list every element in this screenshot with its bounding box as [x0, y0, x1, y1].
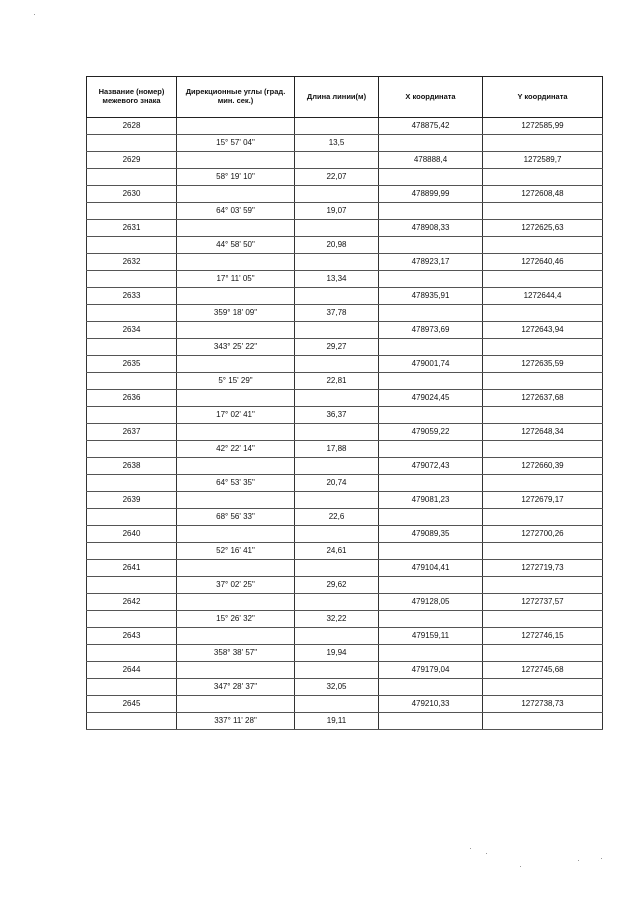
x-coordinate-cell-empty — [379, 509, 483, 526]
point-name-cell: 2637 — [87, 424, 177, 441]
length-cell-empty — [295, 254, 379, 271]
line-length-cell: 22,6 — [295, 509, 379, 526]
x-coordinate-cell: 478973,69 — [379, 322, 483, 339]
table-row — [87, 713, 603, 730]
y-coordinate-cell-empty — [483, 339, 603, 356]
angle-cell-empty — [177, 628, 295, 645]
table-row — [87, 220, 603, 237]
y-coordinate-cell: 1272585,99 — [483, 118, 603, 135]
point-name-cell: 2642 — [87, 594, 177, 611]
x-coordinate-cell-empty — [379, 237, 483, 254]
y-coordinate-cell: 1272643,94 — [483, 322, 603, 339]
table-row — [87, 186, 603, 203]
angle-cell-empty — [177, 560, 295, 577]
table-row — [87, 611, 603, 628]
table-row — [87, 169, 603, 186]
table-row — [87, 645, 603, 662]
angle-cell-empty — [177, 254, 295, 271]
header-direction-angle: Дирекционные углы (град. мин. сек.) — [177, 77, 295, 118]
length-cell-empty — [295, 356, 379, 373]
point-name-cell: 2633 — [87, 288, 177, 305]
y-coordinate-cell: 1272719,73 — [483, 560, 603, 577]
line-length-cell: 37,78 — [295, 305, 379, 322]
point-name-cell: 2630 — [87, 186, 177, 203]
y-coordinate-cell: 1272745,68 — [483, 662, 603, 679]
point-name-cell: 2631 — [87, 220, 177, 237]
table-row — [87, 679, 603, 696]
x-coordinate-cell: 478875,42 — [379, 118, 483, 135]
y-coordinate-cell: 1272637,68 — [483, 390, 603, 407]
x-coordinate-cell-empty — [379, 611, 483, 628]
y-coordinate-cell-empty — [483, 645, 603, 662]
direction-angle-cell: 42° 22' 14" — [177, 441, 295, 458]
table-row — [87, 662, 603, 679]
x-coordinate-cell: 478923,17 — [379, 254, 483, 271]
x-coordinate-cell-empty — [379, 475, 483, 492]
x-coordinate-cell-empty — [379, 645, 483, 662]
point-name-cell-empty — [87, 135, 177, 152]
table-row — [87, 458, 603, 475]
y-coordinate-cell: 1272679,17 — [483, 492, 603, 509]
point-name-cell: 2635 — [87, 356, 177, 373]
y-coordinate-cell: 1272660,39 — [483, 458, 603, 475]
x-coordinate-cell: 479081,23 — [379, 492, 483, 509]
length-cell-empty — [295, 322, 379, 339]
direction-angle-cell: 343° 25' 22" — [177, 339, 295, 356]
x-coordinate-cell: 478935,91 — [379, 288, 483, 305]
direction-angle-cell: 64° 03' 59" — [177, 203, 295, 220]
direction-angle-cell: 17° 11' 05" — [177, 271, 295, 288]
table-row — [87, 118, 603, 135]
length-cell-empty — [295, 628, 379, 645]
point-name-cell-empty — [87, 679, 177, 696]
angle-cell-empty — [177, 696, 295, 713]
y-coordinate-cell-empty — [483, 373, 603, 390]
line-length-cell: 19,11 — [295, 713, 379, 730]
line-length-cell: 20,98 — [295, 237, 379, 254]
line-length-cell: 13,34 — [295, 271, 379, 288]
x-coordinate-cell-empty — [379, 169, 483, 186]
table-row — [87, 577, 603, 594]
x-coordinate-cell-empty — [379, 135, 483, 152]
length-cell-empty — [295, 560, 379, 577]
line-length-cell: 20,74 — [295, 475, 379, 492]
x-coordinate-cell: 479210,33 — [379, 696, 483, 713]
table-row — [87, 135, 603, 152]
table-row — [87, 254, 603, 271]
y-coordinate-cell: 1272746,15 — [483, 628, 603, 645]
x-coordinate-cell: 479104,41 — [379, 560, 483, 577]
y-coordinate-cell-empty — [483, 135, 603, 152]
length-cell-empty — [295, 492, 379, 509]
x-coordinate-cell: 479179,04 — [379, 662, 483, 679]
length-cell-empty — [295, 186, 379, 203]
x-coordinate-cell: 479089,35 — [379, 526, 483, 543]
angle-cell-empty — [177, 662, 295, 679]
y-coordinate-cell-empty — [483, 713, 603, 730]
table-row — [87, 373, 603, 390]
line-length-cell: 17,88 — [295, 441, 379, 458]
angle-cell-empty — [177, 356, 295, 373]
x-coordinate-cell-empty — [379, 713, 483, 730]
x-coordinate-cell-empty — [379, 407, 483, 424]
y-coordinate-cell: 1272640,46 — [483, 254, 603, 271]
length-cell-empty — [295, 118, 379, 135]
y-coordinate-cell-empty — [483, 679, 603, 696]
point-name-cell-empty — [87, 577, 177, 594]
y-coordinate-cell: 1272644,4 — [483, 288, 603, 305]
point-name-cell: 2643 — [87, 628, 177, 645]
direction-angle-cell: 68° 56' 33" — [177, 509, 295, 526]
header-y-coordinate: Y координата — [483, 77, 603, 118]
line-length-cell: 13,5 — [295, 135, 379, 152]
x-coordinate-cell-empty — [379, 679, 483, 696]
angle-cell-empty — [177, 526, 295, 543]
y-coordinate-cell-empty — [483, 271, 603, 288]
header-x-coordinate: X координата — [379, 77, 483, 118]
angle-cell-empty — [177, 220, 295, 237]
length-cell-empty — [295, 696, 379, 713]
table-row — [87, 288, 603, 305]
angle-cell-empty — [177, 458, 295, 475]
y-coordinate-cell-empty — [483, 169, 603, 186]
direction-angle-cell: 15° 57' 04" — [177, 135, 295, 152]
length-cell-empty — [295, 594, 379, 611]
y-coordinate-cell: 1272648,34 — [483, 424, 603, 441]
table-row — [87, 356, 603, 373]
x-coordinate-cell: 479001,74 — [379, 356, 483, 373]
point-name-cell: 2639 — [87, 492, 177, 509]
direction-angle-cell: 58° 19' 10" — [177, 169, 295, 186]
table-row — [87, 526, 603, 543]
line-length-cell: 22,81 — [295, 373, 379, 390]
y-coordinate-cell-empty — [483, 407, 603, 424]
table-row — [87, 594, 603, 611]
table-row — [87, 407, 603, 424]
point-name-cell-empty — [87, 509, 177, 526]
y-coordinate-cell-empty — [483, 611, 603, 628]
line-length-cell: 29,27 — [295, 339, 379, 356]
y-coordinate-cell-empty — [483, 577, 603, 594]
length-cell-empty — [295, 458, 379, 475]
point-name-cell: 2632 — [87, 254, 177, 271]
length-cell-empty — [295, 662, 379, 679]
direction-angle-cell: 359° 18' 09" — [177, 305, 295, 322]
point-name-cell-empty — [87, 645, 177, 662]
direction-angle-cell: 358° 38' 57" — [177, 645, 295, 662]
y-coordinate-cell-empty — [483, 543, 603, 560]
point-name-cell-empty — [87, 237, 177, 254]
table-row — [87, 492, 603, 509]
y-coordinate-cell: 1272738,73 — [483, 696, 603, 713]
x-coordinate-cell: 479072,43 — [379, 458, 483, 475]
table-body — [87, 118, 603, 730]
point-name-cell-empty — [87, 271, 177, 288]
point-name-cell: 2640 — [87, 526, 177, 543]
y-coordinate-cell-empty — [483, 305, 603, 322]
point-name-cell-empty — [87, 169, 177, 186]
point-name-cell: 2634 — [87, 322, 177, 339]
point-name-cell: 2628 — [87, 118, 177, 135]
angle-cell-empty — [177, 322, 295, 339]
header-point-name: Название (номер) межевого знака — [87, 77, 177, 118]
point-name-cell-empty — [87, 713, 177, 730]
table-header-row — [87, 77, 603, 118]
table-row — [87, 475, 603, 492]
line-length-cell: 19,07 — [295, 203, 379, 220]
table-row — [87, 322, 603, 339]
x-coordinate-cell: 479128,05 — [379, 594, 483, 611]
line-length-cell: 32,05 — [295, 679, 379, 696]
length-cell-empty — [295, 152, 379, 169]
point-name-cell: 2641 — [87, 560, 177, 577]
direction-angle-cell: 337° 11' 28" — [177, 713, 295, 730]
direction-angle-cell: 37° 02' 25" — [177, 577, 295, 594]
point-name-cell-empty — [87, 373, 177, 390]
point-name-cell-empty — [87, 441, 177, 458]
header-line-length: Длина линии(м) — [295, 77, 379, 118]
x-coordinate-cell: 479024,45 — [379, 390, 483, 407]
length-cell-empty — [295, 288, 379, 305]
point-name-cell-empty — [87, 475, 177, 492]
x-coordinate-cell: 479159,11 — [379, 628, 483, 645]
table-row — [87, 339, 603, 356]
line-length-cell: 36,37 — [295, 407, 379, 424]
table-row — [87, 390, 603, 407]
point-name-cell: 2638 — [87, 458, 177, 475]
table-row — [87, 152, 603, 169]
table-row — [87, 696, 603, 713]
x-coordinate-cell: 479059,22 — [379, 424, 483, 441]
direction-angle-cell: 5° 15' 29" — [177, 373, 295, 390]
line-length-cell: 19,94 — [295, 645, 379, 662]
x-coordinate-cell: 478888,4 — [379, 152, 483, 169]
line-length-cell: 29,62 — [295, 577, 379, 594]
x-coordinate-cell-empty — [379, 339, 483, 356]
boundary-coordinates-table — [86, 76, 603, 730]
line-length-cell: 32,22 — [295, 611, 379, 628]
y-coordinate-cell-empty — [483, 475, 603, 492]
line-length-cell: 24,61 — [295, 543, 379, 560]
table-row — [87, 441, 603, 458]
y-coordinate-cell: 1272589,7 — [483, 152, 603, 169]
length-cell-empty — [295, 424, 379, 441]
x-coordinate-cell-empty — [379, 577, 483, 594]
y-coordinate-cell-empty — [483, 441, 603, 458]
table-row — [87, 237, 603, 254]
table-row — [87, 203, 603, 220]
table-row — [87, 543, 603, 560]
line-length-cell: 22,07 — [295, 169, 379, 186]
table-row — [87, 305, 603, 322]
direction-angle-cell: 17° 02' 41" — [177, 407, 295, 424]
direction-angle-cell: 15° 26' 32" — [177, 611, 295, 628]
direction-angle-cell: 44° 58' 50" — [177, 237, 295, 254]
point-name-cell-empty — [87, 339, 177, 356]
y-coordinate-cell: 1272635,59 — [483, 356, 603, 373]
x-coordinate-cell-empty — [379, 543, 483, 560]
point-name-cell: 2629 — [87, 152, 177, 169]
table-row — [87, 560, 603, 577]
y-coordinate-cell: 1272737,57 — [483, 594, 603, 611]
table-row — [87, 509, 603, 526]
direction-angle-cell: 347° 28' 37" — [177, 679, 295, 696]
point-name-cell-empty — [87, 611, 177, 628]
point-name-cell: 2644 — [87, 662, 177, 679]
point-name-cell-empty — [87, 203, 177, 220]
point-name-cell: 2645 — [87, 696, 177, 713]
table-row — [87, 424, 603, 441]
length-cell-empty — [295, 526, 379, 543]
angle-cell-empty — [177, 390, 295, 407]
x-coordinate-cell: 478908,33 — [379, 220, 483, 237]
direction-angle-cell: 64° 53' 35" — [177, 475, 295, 492]
direction-angle-cell: 52° 16' 41" — [177, 543, 295, 560]
length-cell-empty — [295, 390, 379, 407]
length-cell-empty — [295, 220, 379, 237]
point-name-cell: 2636 — [87, 390, 177, 407]
angle-cell-empty — [177, 118, 295, 135]
x-coordinate-cell-empty — [379, 441, 483, 458]
x-coordinate-cell-empty — [379, 271, 483, 288]
point-name-cell-empty — [87, 305, 177, 322]
angle-cell-empty — [177, 492, 295, 509]
angle-cell-empty — [177, 152, 295, 169]
x-coordinate-cell: 478899,99 — [379, 186, 483, 203]
y-coordinate-cell: 1272625,63 — [483, 220, 603, 237]
angle-cell-empty — [177, 594, 295, 611]
x-coordinate-cell-empty — [379, 203, 483, 220]
point-name-cell-empty — [87, 543, 177, 560]
y-coordinate-cell: 1272700,26 — [483, 526, 603, 543]
table-row — [87, 628, 603, 645]
table-row — [87, 271, 603, 288]
y-coordinate-cell-empty — [483, 509, 603, 526]
point-name-cell-empty — [87, 407, 177, 424]
angle-cell-empty — [177, 186, 295, 203]
x-coordinate-cell-empty — [379, 373, 483, 390]
y-coordinate-cell-empty — [483, 203, 603, 220]
x-coordinate-cell-empty — [379, 305, 483, 322]
angle-cell-empty — [177, 288, 295, 305]
y-coordinate-cell: 1272608,48 — [483, 186, 603, 203]
angle-cell-empty — [177, 424, 295, 441]
y-coordinate-cell-empty — [483, 237, 603, 254]
